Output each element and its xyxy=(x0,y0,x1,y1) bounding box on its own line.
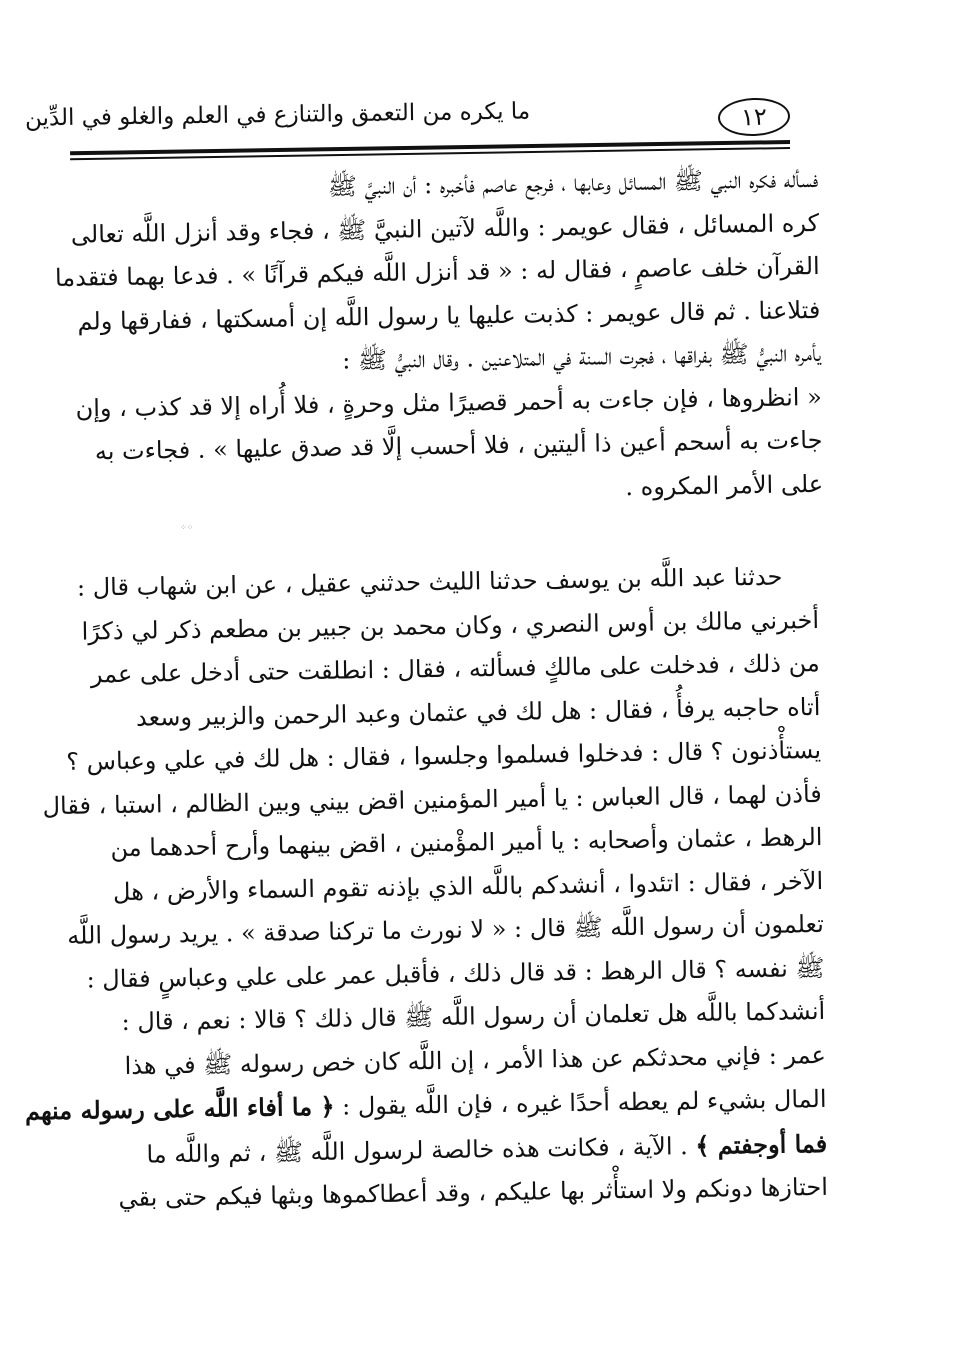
text-line: تعلمون أن رسول اللَّه ﷺ قال : « لا نورث ما تركنا صدقة » . يريد رسول اللَّه xyxy=(67,909,825,950)
text-line: أنشدكما باللَّه هل تعلمان أن رسول اللَّه ﷺ قال ذلك ؟ قالا : نعم ، قال : xyxy=(121,996,826,1036)
quran-verse: فما أوجفتم ﴾ xyxy=(695,1128,828,1160)
quran-verse: ﴿ ما أفاء اللَّه على رسوله منهم xyxy=(24,1091,335,1126)
page-header xyxy=(24,88,790,160)
text-line: على الأمر المكروه . xyxy=(625,469,824,501)
text-line: أخبرني مالك بن أوس النصري ، وكان محمد بن جبير بن مطعم ذكر لي ذكرًا xyxy=(81,605,820,646)
text-line: أتاه حاجبه يرفأُ ، فقال : هل لك في عثمان وعبد الرحمن والزبير وسعد xyxy=(135,692,821,732)
text-line: يستأْذنون ؟ قال : فدخلوا فسلموا وجلسوا ، فقال : هل لك في علي وعباس ؟ xyxy=(66,735,822,776)
text-line: يأمره النبيُّ ﷺ بفراقها ، فجرت السنة في المتلاعنين . وقال النبيُّ ﷺ : xyxy=(342,338,822,375)
text-line: ﷺ نفسه ؟ قال الرهط : قد قال ذلك ، فأقبل عمر على علي وعباسٍ فقال : xyxy=(86,953,825,994)
page-number-text: ١٢ xyxy=(740,102,768,132)
paragraph-1 xyxy=(54,158,824,518)
text-line: الآخر ، فقال : اتئدوا ، أنشدكم باللَّه الذي بإذنه تقوم السماء والأرض ، هل xyxy=(112,866,824,906)
text-line: فتلاعنا . ثم قال عويمر : كذبت عليها يا رسول اللَّه إن أمسكتها ، ففارقها ولم xyxy=(77,295,821,336)
text-line: فأذن لهما ، قال العباس : يا أمير المؤمنين اقض بيني وبين الظالم ، استبا ، فقال xyxy=(42,779,822,820)
paragraph-2 xyxy=(24,555,829,1221)
text-line: كره المسائل ، فقال عويمر : واللَّه لآتين النبيَّ ﷺ ، فجاء وقد أنزل اللَّه تعالى xyxy=(70,208,820,249)
text-line: جاءت به أسحم أعين ذا أليتين ، فلا أحسب إلَّا قد صدق عليها » . فجاءت به xyxy=(94,425,823,466)
text-line: فسأله فكره النبي ﷺ المسائل وعابها ، فرجع عاصم فأخبره : أن النبيَّ ﷺ xyxy=(327,164,819,201)
text-segment: المال بشيء لم يعطه أحدًا غيره ، فإن اللَّه يقول : xyxy=(341,1084,827,1121)
page-number xyxy=(717,97,790,137)
text-segment: . الآية ، فكانت هذه خالصة لرسول اللَّه ﷺ ، ثم واللَّه ما xyxy=(146,1131,688,1169)
text-line: عمر : فإني محدثكم عن هذا الأمر ، إن اللَّه كان خص رسوله ﷺ في هذا xyxy=(124,1040,827,1080)
text-line: « انظروها ، فإن جاءت به أحمر قصيرًا مثل وحرةٍ ، فلا أُراه إلا قد كذب ، وإن xyxy=(75,382,822,423)
text-line: الرهط ، عثمان وأصحابه : يا أمير المؤْمنين ، اقض بينهما وأرح أحدهما من xyxy=(110,822,823,863)
text-line: القرآن خلف عاصمٍ ، فقال له : « قد أنزل اللَّه فيكم قرآنًا » . فدعا بهما فتقدما xyxy=(54,251,820,292)
scan-speck: ⁘⁘ xyxy=(180,523,194,532)
running-title: ما يكره من التعمق والتنازع في العلم والغلو في الدِّين xyxy=(24,98,531,132)
text-line: من ذلك ، فدخلت على مالكٍ فسألته ، فقال : انطلقت حتى أدخل على عمر xyxy=(90,648,820,689)
text-line: حدثنا عبد اللَّه بن يوسف حدثنا الليث حدثني عقيل ، عن ابن شهاب قال : xyxy=(76,562,783,602)
text-line: احتازها دونكم ولا استأْثر بها عليكم ، وقد أعطاكموها وبثها فيكم حتى بقي xyxy=(118,1172,829,1213)
